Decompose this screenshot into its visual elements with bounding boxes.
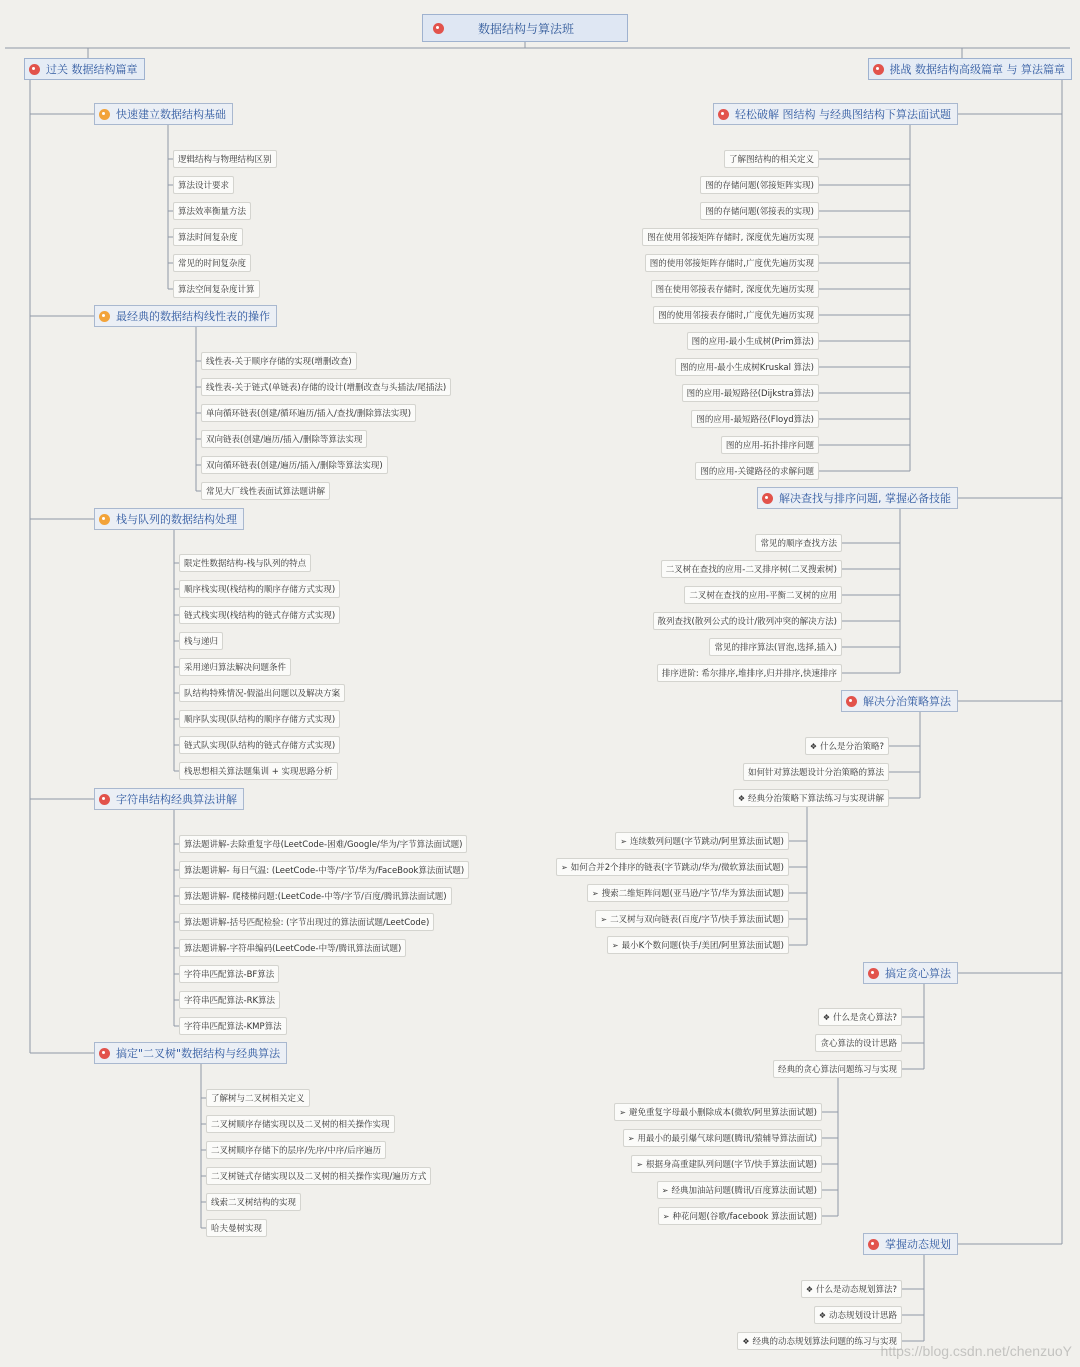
topic-item[interactable]: 逻辑结构与物理结构区别 <box>173 150 277 168</box>
topic-item[interactable]: 算法题讲解- 爬楼梯问题:(LeetCode-中等/字节/百度/腾讯算法面试题) <box>179 887 452 905</box>
section-node[interactable] <box>94 788 244 810</box>
topic-item[interactable]: 栈与递归 <box>179 632 223 650</box>
arrow-bullet-icon: ➢ <box>619 1107 626 1117</box>
section-label: 解决分治策略算法 <box>863 695 951 708</box>
root-label: 数据结构与算法班 <box>478 21 575 36</box>
topic-item[interactable]: 图的应用-最短路径(Floyd算法) <box>691 410 819 428</box>
topic-item[interactable]: 算法题讲解- 每日气温: (LeetCode-中等/字节/华为/FaceBook算法面试题) <box>179 861 469 879</box>
topic-item[interactable]: 字符串匹配算法-KMP算法 <box>179 1017 287 1035</box>
section-marker-icon <box>99 109 110 120</box>
topic-item[interactable]: 图的应用-最短路径(Dijkstra算法) <box>682 384 819 402</box>
topic-item[interactable] <box>595 910 789 928</box>
topic-item[interactable] <box>801 1280 902 1298</box>
section-marker-icon <box>846 696 857 707</box>
diamond-bullet-icon: ❖ <box>805 1284 813 1294</box>
section-node[interactable] <box>94 1042 287 1064</box>
topic-item[interactable]: 图的应用-最小生成树(Prim算法) <box>687 332 819 350</box>
topic-item[interactable]: 图的存储问题(邻接表的实现) <box>700 202 819 220</box>
topic-item[interactable]: 字符串匹配算法-RK算法 <box>179 991 280 1009</box>
arrow-bullet-icon: ➢ <box>591 888 599 898</box>
topic-item-label: 什么是分治策略? <box>819 742 884 752</box>
topic-item[interactable]: 经典的贪心算法问题练习与实现 <box>773 1060 902 1078</box>
section-label: 快速建立数据结构基础 <box>116 108 226 121</box>
topic-item[interactable]: 常见的排序算法(冒泡,选择,插入) <box>709 638 842 656</box>
topic-item[interactable] <box>607 936 789 954</box>
arrow-bullet-icon: ➢ <box>600 914 608 924</box>
topic-item-label: 连续数列问题(字节跳动/阿里算法面试题) <box>630 837 784 847</box>
diamond-bullet-icon: ❖ <box>742 1336 750 1346</box>
section-node[interactable] <box>94 103 233 125</box>
topic-item[interactable]: 常见大厂线性表面试算法题讲解 <box>201 482 330 500</box>
topic-item[interactable]: 图在使用邻接矩阵存储时, 深度优先遍历实现 <box>642 228 819 246</box>
section-label: 字符串结构经典算法讲解 <box>116 793 237 806</box>
topic-item[interactable] <box>805 737 889 755</box>
topic-item[interactable]: 图的应用-拓扑排序问题 <box>721 436 819 454</box>
topic-item[interactable]: 队结构特殊情况-假溢出问题以及解决方案 <box>179 684 345 702</box>
section-node[interactable] <box>94 305 277 327</box>
topic-item[interactable]: 排序进阶: 希尔排序,堆排序,归并排序,快速排序 <box>657 664 842 682</box>
topic-item[interactable] <box>658 1207 822 1225</box>
topic-item-label: 经典分治策略下算法练习与实现讲解 <box>747 794 884 804</box>
topic-item-label: 最小K个数问题(快手/美团/阿里算法面试题) <box>621 941 784 951</box>
section-node[interactable] <box>713 103 958 125</box>
topic-item-label: 种花问题(谷歌/facebook 算法面试题) <box>672 1212 817 1222</box>
topic-item[interactable]: 顺序队实现(队结构的顺序存储方式实现) <box>179 710 340 728</box>
section-marker-icon <box>99 1048 110 1059</box>
topic-item[interactable]: 哈夫曼树实现 <box>206 1219 267 1237</box>
diamond-bullet-icon: ❖ <box>818 1310 826 1320</box>
watermark-text: https://blog.csdn.net/chenzuoY <box>880 1343 1072 1359</box>
topic-item[interactable]: 链式队实现(队结构的链式存储方式实现) <box>179 736 340 754</box>
section-label: 掌握动态规划 <box>885 1238 951 1251</box>
arrow-bullet-icon: ➢ <box>561 862 568 872</box>
topic-item[interactable]: 算法题讲解-字符串编码(LeetCode-中等/腾讯算法面试题) <box>179 939 406 957</box>
topic-item[interactable] <box>814 1306 902 1324</box>
topic-item-label: 用最小的最引爆气球问题(腾讯/猿辅导算法面试) <box>637 1134 817 1144</box>
topic-item[interactable]: 单向循环链表(创建/循环遍历/插入/查找/删除算法实现) <box>201 404 416 422</box>
topic-item[interactable]: 顺序栈实现(栈结构的顺序存储方式实现) <box>179 580 340 598</box>
branch-marker-icon <box>29 64 40 75</box>
topic-item[interactable] <box>587 884 789 902</box>
section-label: 栈与队列的数据结构处理 <box>116 513 237 526</box>
topic-item[interactable]: 如何针对算法题设计分治策略的算法 <box>743 763 889 781</box>
diamond-bullet-icon: ❖ <box>737 793 745 803</box>
topic-item[interactable]: 线性表-关于顺序存储的实现(增删改查) <box>201 352 357 370</box>
arrow-bullet-icon: ➢ <box>662 1211 670 1221</box>
topic-item[interactable]: 常见的顺序查找方法 <box>755 534 842 552</box>
topic-item-label: 搜索二维矩阵问题(亚马逊/字节/华为算法面试题) <box>601 889 784 899</box>
section-marker-icon <box>868 968 879 979</box>
topic-item[interactable] <box>556 858 789 876</box>
topic-item[interactable] <box>657 1181 822 1199</box>
right-branch-node[interactable] <box>868 58 1073 80</box>
root-marker-icon <box>433 23 444 34</box>
topic-item[interactable]: 二叉树顺序存储下的层序/先序/中序/后序遍历 <box>206 1141 386 1159</box>
section-label: 轻松破解 图结构 与经典图结构下算法面试题 <box>735 108 951 121</box>
section-marker-icon <box>868 1239 879 1250</box>
arrow-bullet-icon: ➢ <box>636 1159 643 1169</box>
left-branch-node[interactable] <box>24 58 145 80</box>
section-node[interactable] <box>841 690 958 712</box>
topic-item[interactable]: 双向链表(创建/遍历/插入/删除等算法实现 <box>201 430 367 448</box>
topic-item[interactable] <box>615 832 789 850</box>
topic-item-label: 动态规划设计思路 <box>828 1311 897 1321</box>
topic-item[interactable]: 图的使用邻接表存储时,广度优先遍历实现 <box>653 306 819 324</box>
topic-item[interactable]: 二叉树在查找的应用-平衡二叉树的应用 <box>684 586 842 604</box>
topic-item[interactable]: 二叉树链式存储实现以及二叉树的相关操作实现/遍历方式 <box>206 1167 431 1185</box>
topic-item-label: 经典加油站问题(腾讯/百度算法面试题) <box>671 1186 817 1196</box>
topic-item[interactable]: 算法题讲解-括号匹配检验: (字节出现过的算法面试题/LeetCode) <box>179 913 434 931</box>
section-label: 搞定"二叉树"数据结构与经典算法 <box>116 1047 281 1060</box>
topic-item[interactable]: 限定性数据结构-栈与队列的特点 <box>179 554 311 572</box>
section-marker-icon <box>762 493 773 504</box>
topic-item[interactable]: 二叉树顺序存储实现以及二叉树的相关操作实现 <box>206 1115 395 1133</box>
topic-item[interactable]: 图的使用邻接矩阵存储时,广度优先遍历实现 <box>645 254 819 272</box>
topic-item[interactable]: 算法空间复杂度计算 <box>173 280 260 298</box>
section-marker-icon <box>718 109 729 120</box>
topic-item[interactable]: 常见的时间复杂度 <box>173 254 251 272</box>
topic-item[interactable]: 图在使用邻接表存储时, 深度优先遍历实现 <box>651 280 819 298</box>
section-node[interactable] <box>863 962 958 984</box>
topic-item[interactable]: 算法效率衡量方法 <box>173 202 251 220</box>
topic-item[interactable]: 字符串匹配算法-BF算法 <box>179 965 279 983</box>
topic-item[interactable] <box>818 1008 902 1026</box>
section-marker-icon <box>99 311 110 322</box>
topic-item[interactable]: 图的应用-最小生成树Kruskal 算法) <box>675 358 819 376</box>
topic-item[interactable]: 链式栈实现(栈结构的链式存储方式实现) <box>179 606 340 624</box>
section-label: 搞定贪心算法 <box>885 967 951 980</box>
topic-item[interactable]: 了解图结构的相关定义 <box>724 150 819 168</box>
root-node[interactable] <box>422 14 628 42</box>
topic-item-label: 什么是动态规划算法? <box>815 1285 897 1295</box>
diamond-bullet-icon: ❖ <box>809 741 817 751</box>
topic-item[interactable]: 图的存储问题(邻接矩阵实现) <box>700 176 819 194</box>
section-node[interactable] <box>863 1233 958 1255</box>
topic-item[interactable]: 采用递归算法解决问题条件 <box>179 658 291 676</box>
topic-item-label: 什么是贪心算法? <box>832 1013 897 1023</box>
topic-item-label: 根据身高重建队列问题(字节/快手算法面试题) <box>646 1160 817 1170</box>
section-marker-icon <box>99 794 110 805</box>
topic-item[interactable]: 贪心算法的设计思路 <box>815 1034 902 1052</box>
topic-item-label: 经典的动态规划算法问题的练习与实现 <box>752 1337 897 1347</box>
topic-item[interactable]: 算法设计要求 <box>173 176 234 194</box>
topic-item[interactable]: 算法时间复杂度 <box>173 228 243 246</box>
topic-item[interactable]: 图的应用-关键路径的求解问题 <box>695 462 819 480</box>
arrow-bullet-icon: ➢ <box>661 1185 669 1195</box>
topic-item[interactable]: 双向循环链表(创建/遍历/插入/删除等算法实现) <box>201 456 388 474</box>
topic-item-label: 如何合并2个排序的链表(字节跳动/华为/微软算法面试题) <box>570 863 784 873</box>
topic-item[interactable] <box>614 1103 822 1121</box>
topic-item[interactable]: 散列查找(散列公式的设计/散列冲突的解决方法) <box>653 612 843 630</box>
topic-item[interactable] <box>623 1129 822 1147</box>
topic-item-label: 二叉树与双向链表(百度/字节/快手算法面试题) <box>610 915 784 925</box>
left-branch-label: 过关 数据结构篇章 <box>46 63 138 76</box>
topic-item[interactable] <box>737 1332 902 1350</box>
arrow-bullet-icon: ➢ <box>620 836 627 846</box>
topic-item[interactable]: 线索二叉树结构的实现 <box>206 1193 301 1211</box>
topic-item-label: 避免重复字母最小删除成本(微软/阿里算法面试题) <box>629 1108 817 1118</box>
topic-item[interactable] <box>733 789 889 807</box>
arrow-bullet-icon: ➢ <box>627 1133 635 1143</box>
section-node[interactable] <box>757 487 958 509</box>
topic-item[interactable]: 了解树与二叉树相关定义 <box>206 1089 310 1107</box>
topic-item[interactable]: 栈思想相关算法题集训 + 实现思路分析 <box>179 762 338 780</box>
right-branch-label: 挑战 数据结构高级篇章 与 算法篇章 <box>889 63 1065 76</box>
branch-marker-icon <box>873 64 884 75</box>
topic-item[interactable]: 线性表-关于链式(单链表)存储的设计(增删改查与头插法/尾插法) <box>201 378 451 396</box>
arrow-bullet-icon: ➢ <box>611 940 619 950</box>
section-label: 最经典的数据结构线性表的操作 <box>116 310 270 323</box>
section-marker-icon <box>99 514 110 525</box>
diamond-bullet-icon: ❖ <box>822 1012 830 1022</box>
topic-item[interactable] <box>631 1155 822 1173</box>
section-node[interactable] <box>94 508 244 530</box>
section-label: 解决查找与排序问题, 掌握必备技能 <box>779 492 951 505</box>
topic-item[interactable]: 二叉树在查找的应用-二叉排序树(二叉搜索树) <box>661 560 842 578</box>
topic-item[interactable]: 算法题讲解-去除重复字母(LeetCode-困难/Google/华为/字节算法面试题) <box>179 835 467 853</box>
